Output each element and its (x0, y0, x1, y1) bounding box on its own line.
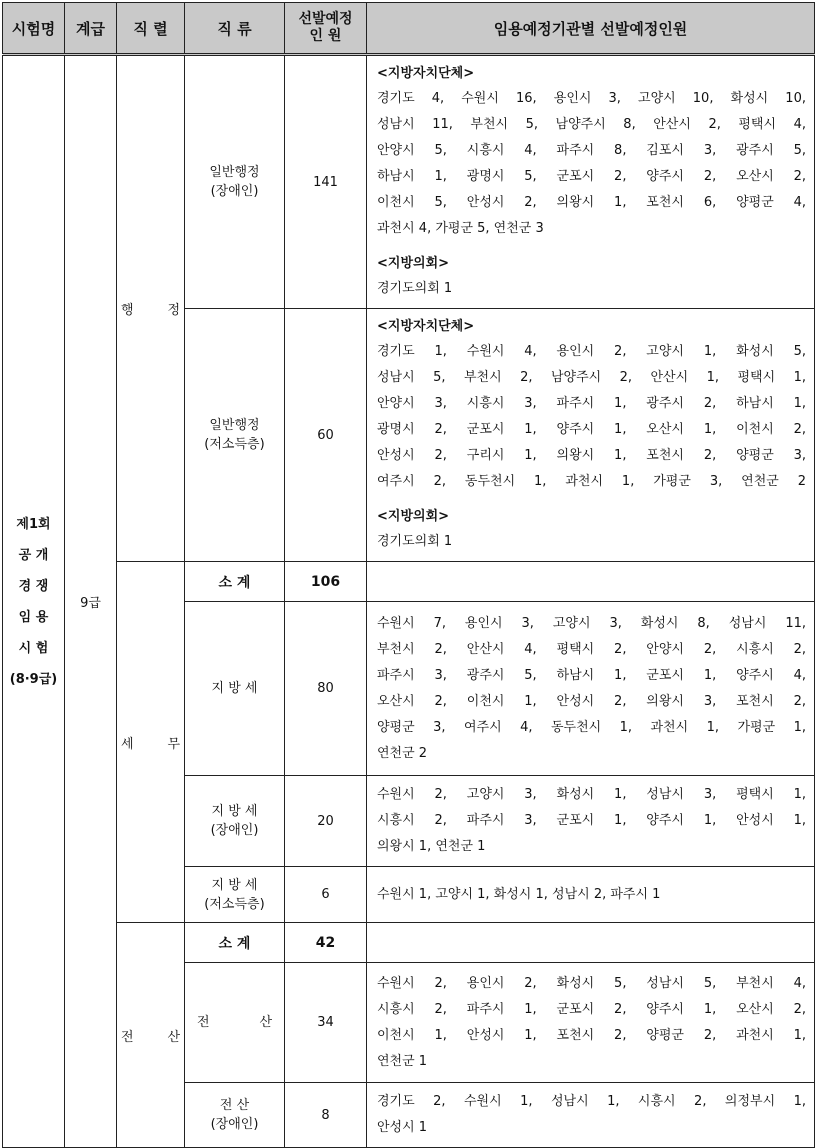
class-tax-local-lowincome (185, 867, 285, 923)
agency-line: 오산시 2, 이천시 1, 안성시 2, 의왕시 3, 포천시 2, (377, 693, 806, 709)
agency-line: 시흥시 2, 파주시 3, 군포시 1, 양주시 1, 안성시 1, (377, 813, 806, 828)
table-row (3, 923, 815, 963)
header-job-series: 직 렬 (117, 3, 185, 55)
table-row (3, 562, 815, 602)
council-line: 경기도의회 1 (377, 281, 453, 296)
agency-line: 성남시 11, 부천시 5, 남양주시 8, 안산시 2, 평택시 4, (377, 117, 806, 132)
exam-name-line: 시 험 (18, 640, 49, 656)
it-subtotal-agencies (367, 923, 815, 963)
exam-name-line: (8·9급) (9, 671, 58, 687)
count-tax-local-disabled: 20 (285, 776, 367, 867)
agency-line: 수원시 2, 고양시 3, 화성시 1, 성남시 3, 평택시 1, (377, 787, 806, 802)
it-subtotal-label: 소 계 (185, 923, 285, 963)
header-grade: 계급 (65, 3, 117, 55)
class-it-general (185, 963, 285, 1083)
council-line: 경기도의회 1 (377, 534, 453, 549)
class-line: 지 방 세 (211, 877, 258, 893)
series-it-char: 산 (167, 1029, 180, 1045)
series-tax-cell (117, 562, 185, 923)
it-subtotal-count: 42 (285, 923, 367, 963)
exam-name-line: 공 개 (18, 547, 49, 563)
agency-line: 여주시 2, 동두천시 1, 과천시 1, 가평군 3, 연천군 2 (377, 474, 806, 489)
exam-name-line: 제1회 (16, 516, 51, 532)
class-tax-local-disabled (185, 776, 285, 867)
count-it-general: 34 (285, 963, 367, 1083)
agency-line: 안성시 1 (377, 1120, 428, 1135)
class-admin-lowincome (185, 309, 285, 562)
series-admin-char: 정 (167, 303, 180, 318)
local-gov-title: <지방자치단체> (377, 319, 475, 334)
class-line: 전 산 (219, 1098, 250, 1113)
class-tax-local: 지 방 세 (185, 602, 285, 776)
series-it-cell (117, 923, 185, 1148)
tax-subtotal-agencies (367, 562, 815, 602)
count-it-disabled: 8 (285, 1083, 367, 1148)
agency-line: 경기도 4, 수원시 16, 용인시 3, 고양시 10, 화성시 10, (377, 91, 806, 106)
agency-line: 성남시 5, 부천시 2, 남양주시 2, 안산시 1, 평택시 1, (377, 370, 806, 385)
series-admin-cell (117, 55, 185, 562)
agency-line: 수원시 7, 용인시 3, 고양시 3, 화성시 8, 성남시 11, (377, 615, 806, 631)
recruitment-table (2, 2, 815, 1148)
class-it-disabled (185, 1083, 285, 1148)
agency-line: 하남시 1, 광명시 5, 군포시 2, 양주시 2, 오산시 2, (377, 169, 806, 184)
exam-name-line: 임 용 (18, 609, 49, 625)
series-tax-char: 세 (121, 736, 134, 752)
class-it-general-label: 전 산 (197, 1015, 272, 1030)
header-planned-count (285, 3, 367, 55)
agencies-admin-disabled (367, 55, 815, 309)
agency-line: 이천시 5, 안성시 2, 의왕시 1, 포천시 6, 양평군 4, (377, 195, 806, 210)
agency-line: 이천시 1, 안성시 1, 포천시 2, 양평군 2, 과천시 1, (377, 1027, 806, 1043)
exam-name-line: 경 쟁 (18, 578, 49, 594)
agency-line: 부천시 2, 안산시 4, 평택시 2, 안양시 2, 시흥시 2, (377, 641, 806, 657)
class-line: (저소득층) (204, 437, 265, 452)
header-by-agency: 임용예정기관별 선발예정인원 (367, 3, 815, 55)
agency-line: 연천군 2 (377, 745, 428, 761)
agency-line: 수원시 2, 용인시 2, 화성시 5, 성남시 5, 부천시 4, (377, 975, 806, 991)
count-tax-local-lowincome: 6 (285, 867, 367, 923)
council-title: <지방의회> (377, 256, 450, 271)
count-tax-local: 80 (285, 602, 367, 776)
header-row (3, 3, 815, 55)
grade-cell: 9급 (65, 55, 117, 1148)
count-admin-lowincome: 60 (285, 309, 367, 562)
class-line: 지 방 세 (211, 804, 258, 819)
agency-line: 과천시 4, 가평군 5, 연천군 3 (377, 221, 544, 236)
exam-name-cell (3, 55, 65, 1148)
header-planned-line2: 인 원 (309, 28, 342, 44)
agency-line: 의왕시 1, 연천군 1 (377, 839, 486, 854)
agency-line: 파주시 3, 광주시 5, 하남시 1, 군포시 1, 양주시 4, (377, 667, 806, 683)
agency-line: 광명시 2, 군포시 1, 양주시 1, 오산시 1, 이천시 2, (377, 422, 806, 437)
local-gov-title: <지방자치단체> (377, 66, 475, 81)
agency-line: 양평군 3, 여주시 4, 동두천시 1, 과천시 1, 가평군 1, (377, 719, 806, 735)
agencies-tax-local-disabled (367, 776, 815, 867)
agencies-it-general (367, 963, 815, 1083)
header-planned-line1: 선발예정 (298, 11, 353, 27)
series-admin-char: 행 (121, 303, 134, 318)
series-it-char: 전 (121, 1029, 134, 1045)
agency-line: 수원시 1, 고양시 1, 화성시 1, 성남시 2, 파주시 1 (377, 886, 661, 902)
agency-line: 연천군 1 (377, 1053, 428, 1069)
class-line: (장애인) (210, 823, 259, 838)
agency-line: 안양시 3, 시흥시 3, 파주시 1, 광주시 2, 하남시 1, (377, 396, 806, 411)
agency-line: 안양시 5, 시흥시 4, 파주시 8, 김포시 3, 광주시 5, (377, 143, 806, 158)
header-job-class: 직 류 (185, 3, 285, 55)
class-line: 일반행정 (209, 165, 260, 180)
class-line: (저소득층) (204, 896, 265, 912)
agencies-admin-lowincome (367, 309, 815, 562)
count-admin-disabled: 141 (285, 55, 367, 309)
agency-line: 시흥시 2, 파주시 1, 군포시 2, 양주시 1, 오산시 2, (377, 1001, 806, 1017)
class-line: (장애인) (210, 184, 259, 199)
council-title: <지방의회> (377, 509, 450, 524)
agency-line: 경기도 2, 수원시 1, 성남시 1, 시흥시 2, 의정부시 1, (377, 1094, 806, 1109)
agency-line: 경기도 1, 수원시 4, 용인시 2, 고양시 1, 화성시 5, (377, 344, 806, 359)
tax-subtotal-label: 소 계 (185, 562, 285, 602)
table-row (3, 55, 815, 309)
class-admin-disabled (185, 55, 285, 309)
agencies-it-disabled (367, 1083, 815, 1148)
class-line: 일반행정 (209, 418, 260, 433)
header-exam-name: 시험명 (3, 3, 65, 55)
agency-line: 안성시 2, 구리시 1, 의왕시 1, 포천시 2, 양평군 3, (377, 448, 806, 463)
class-line: (장애인) (210, 1117, 259, 1132)
agencies-tax-local-lowincome (367, 867, 815, 923)
agencies-tax-local (367, 602, 815, 776)
series-tax-char: 무 (167, 736, 180, 752)
tax-subtotal-count: 106 (285, 562, 367, 602)
